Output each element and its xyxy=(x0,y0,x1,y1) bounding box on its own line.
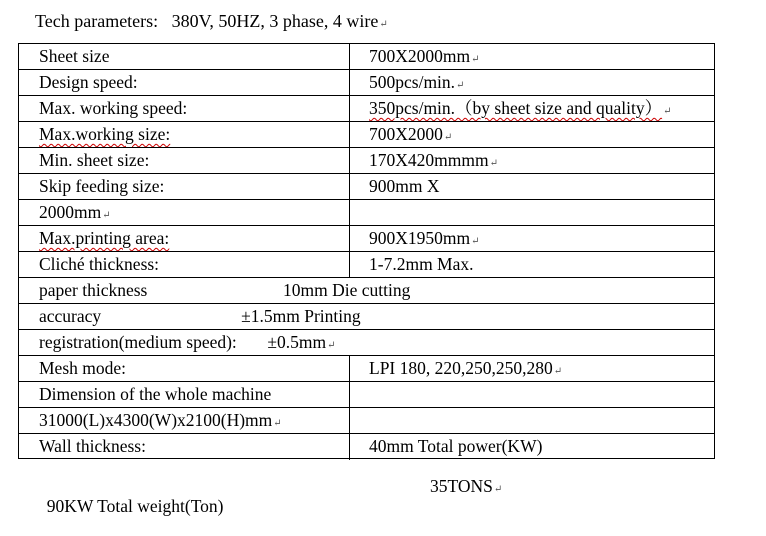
column-divider xyxy=(349,44,350,70)
row-label: Min. sheet size: xyxy=(39,150,150,170)
table-row xyxy=(19,95,714,121)
return-mark-icon: ↵ xyxy=(456,80,465,91)
row-label: 2000mm↵ xyxy=(39,202,111,222)
row-label: Cliché thickness: xyxy=(39,254,160,274)
column-divider xyxy=(349,434,350,460)
table-row xyxy=(19,251,714,277)
row-value: 700X2000↵ xyxy=(369,124,453,144)
column-divider xyxy=(349,200,350,226)
table-row xyxy=(19,173,714,199)
merged-row-text: registration(medium speed): ±0.5mm↵ xyxy=(39,332,336,352)
return-mark-icon: ↵ xyxy=(553,366,563,377)
row-value: 900mm X xyxy=(369,176,440,196)
row-label: Max.working size: xyxy=(39,124,171,144)
merged-row-text: accuracy ±1.5mm Printing xyxy=(39,306,361,326)
column-divider xyxy=(349,70,350,96)
table-row xyxy=(19,303,714,329)
row-label: Max.printing area: xyxy=(39,228,170,248)
table-row xyxy=(19,43,714,69)
return-mark-icon: ↵ xyxy=(471,54,480,65)
column-divider xyxy=(349,252,350,278)
return-mark-icon: ↵ xyxy=(493,484,503,495)
table-row xyxy=(19,329,714,355)
column-divider xyxy=(349,96,350,122)
column-divider xyxy=(349,356,350,382)
row-label: Mesh mode: xyxy=(39,358,127,378)
column-divider xyxy=(349,408,350,434)
table-row xyxy=(19,381,714,407)
footer-label: 90KW Total weight(Ton) xyxy=(46,496,224,516)
row-value: 900X1950mm↵ xyxy=(369,228,480,248)
row-value: 500pcs/min.↵ xyxy=(369,72,465,92)
table-row xyxy=(19,355,714,381)
return-mark-icon: ↵ xyxy=(102,210,111,221)
parameters-table xyxy=(18,43,715,459)
column-divider xyxy=(349,382,350,408)
row-label: Wall thickness: xyxy=(39,436,146,456)
row-label: Max. working speed: xyxy=(39,98,188,118)
table-row xyxy=(19,121,714,147)
table-row xyxy=(19,147,714,173)
return-mark-icon: ↵ xyxy=(663,106,672,117)
table-row xyxy=(19,407,714,433)
row-value: 170X420mmmm↵ xyxy=(369,150,498,170)
return-mark-icon: ↵ xyxy=(471,236,480,247)
row-value: 350pcs/min.（by sheet size and quality）↵ xyxy=(369,98,672,118)
footer-line xyxy=(38,476,503,536)
tech-parameters-heading: Tech parameters: 380V, 50HZ, 3 phase, 4 wire↵ xyxy=(35,11,388,31)
row-label: Sheet size xyxy=(39,46,110,66)
column-divider xyxy=(349,122,350,148)
row-value: 700X2000mm↵ xyxy=(369,46,480,66)
row-value: LPI 180, 220,250,250,280↵ xyxy=(369,358,563,378)
column-divider xyxy=(349,226,350,252)
return-mark-icon: ↵ xyxy=(379,19,388,30)
table-row xyxy=(19,225,714,251)
row-value: 40mm Total power(KW) xyxy=(369,436,543,456)
table-row xyxy=(19,69,714,95)
table-row xyxy=(19,433,714,459)
row-value: 1-7.2mm Max. xyxy=(369,254,474,274)
row-label: Design speed: xyxy=(39,72,138,92)
merged-row-text: paper thickness 10mm Die cutting xyxy=(39,280,411,300)
column-divider xyxy=(349,148,350,174)
row-label: Skip feeding size: xyxy=(39,176,165,196)
row-label: Dimension of the whole machine xyxy=(39,384,272,404)
table-row xyxy=(19,199,714,225)
return-mark-icon: ↵ xyxy=(443,132,453,143)
return-mark-icon: ↵ xyxy=(327,340,336,351)
footer-value: 35TONS↵ xyxy=(430,476,503,496)
return-mark-icon: ↵ xyxy=(273,418,282,429)
table-row xyxy=(19,277,714,303)
row-label: 31000(L)x4300(W)x2100(H)mm↵ xyxy=(39,410,282,430)
return-mark-icon: ↵ xyxy=(489,158,498,169)
column-divider xyxy=(349,174,350,200)
